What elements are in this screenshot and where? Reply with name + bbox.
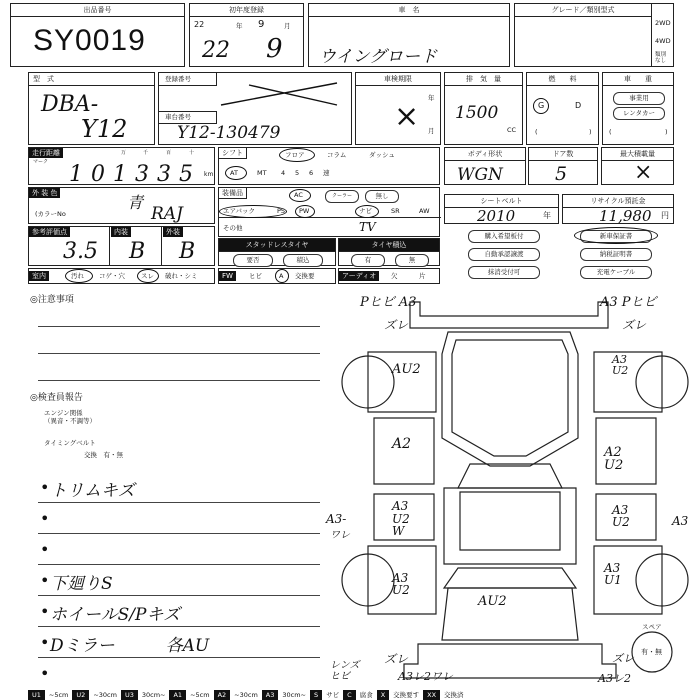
windshield-replace: 交換要 — [295, 272, 315, 280]
legend-desc: サビ — [326, 691, 340, 699]
comment-line — [38, 472, 320, 503]
registration-number-label: 登録番号 — [165, 75, 191, 83]
legend-desc: 腐食 — [359, 691, 373, 699]
grade-box — [514, 3, 674, 67]
mileage-km: km — [204, 171, 214, 178]
comment-line — [38, 627, 320, 658]
inspection-expiry-label: 車検期限 — [356, 73, 440, 86]
shift-column: コラム — [327, 151, 347, 159]
hood-outline — [442, 332, 578, 466]
damage-pillar-left: A3- — [326, 512, 347, 526]
mileage-unit-juu: 十 — [189, 150, 195, 156]
comment-text: ホイールS/Pキズ — [50, 605, 181, 625]
fuel-paren-left: ( — [535, 128, 538, 136]
chassis-number-value: Y12-130479 — [177, 123, 281, 143]
reference-grade-value: 3.5 — [63, 239, 98, 264]
vehicle-type-label: 車 重 — [603, 73, 673, 86]
seatbelt-unit: 年 — [543, 211, 551, 220]
notes-label: ◎注意事項 — [30, 295, 74, 305]
vehicle-name-value: ウイングロード — [319, 47, 438, 67]
damage-front-left: Pヒビ A3 — [360, 295, 417, 310]
model-label: 型 式 — [29, 73, 154, 86]
displacement-unit: CC — [507, 126, 517, 134]
comment-line — [38, 565, 320, 596]
color-code-label: (カラーNo — [35, 210, 66, 218]
mileage-unit-sen: 千 — [143, 150, 149, 156]
month-label: 月 — [284, 22, 291, 30]
equipment-airbag: エアバック — [223, 207, 255, 215]
displacement-value: 1500 — [455, 103, 499, 123]
model-box — [28, 72, 155, 145]
comment-bullet: • — [40, 602, 50, 621]
equipment-cooler: クーラー — [325, 190, 359, 203]
doc-purchase-plate: 購入希望板付 — [468, 230, 540, 243]
displacement-label: 排 気 量 — [445, 73, 522, 86]
interior-tear: 破れ・シミ — [165, 272, 198, 280]
equipment-other-label: その他 — [223, 224, 243, 232]
recycle-label: リサイクル預託金 — [563, 195, 673, 208]
interior-condition-box — [28, 268, 215, 284]
recycle-unit: 円 — [661, 211, 669, 220]
shift-floor-circle — [279, 148, 315, 162]
month-top-value: 9 — [258, 19, 265, 30]
legend-code: X — [377, 690, 389, 700]
mileage-unit-hyaku: 百 — [166, 150, 172, 156]
doc-cancel-accept: 抹消受付可 — [468, 266, 540, 279]
shift-label: シフト — [219, 148, 247, 159]
documents-box — [444, 226, 674, 286]
seatbelt-box — [444, 194, 559, 224]
studless-option-need: 要否 — [233, 254, 273, 267]
roof-outline — [460, 492, 560, 550]
damage-rear-lamp: レンズヒビ — [330, 660, 360, 682]
shift-box — [218, 147, 440, 185]
shift-gear-4: 4 — [281, 169, 286, 177]
timing-belt-options: 交換 有・無 — [84, 451, 123, 459]
legend-code: A1 — [169, 690, 186, 700]
year-label: 年 — [236, 22, 243, 30]
month-value: 9 — [266, 34, 283, 64]
comment-line — [38, 596, 320, 627]
windshield-outline — [458, 464, 562, 488]
damage-rear-bottom-center: A3レ2ワレ — [398, 670, 453, 683]
recycle-box — [562, 194, 674, 224]
damage-quarter-right: A3 U1 — [604, 561, 622, 587]
fuel-box — [526, 72, 599, 145]
vehicle-type-rental: レンタカー — [613, 107, 665, 120]
inspection-expiry-value: × — [394, 99, 420, 134]
interior-dirt: 汚れ — [71, 272, 84, 280]
mileage-digit: 3 — [157, 162, 171, 187]
equipment-aw: AW — [419, 207, 430, 215]
legend-desc: 交換済 — [444, 691, 464, 699]
notes-line — [38, 380, 320, 381]
antenna-broken: 片 — [419, 272, 426, 280]
mileage-unit-man: 万 — [121, 150, 127, 156]
exterior-color-label: 外 装 色 — [29, 188, 60, 198]
tire-loading-no: 無 — [395, 254, 429, 267]
mileage-digit: 3 — [135, 162, 149, 187]
rear-window-outline — [444, 568, 576, 588]
reference-grade-label: 参考評価点 — [29, 227, 70, 237]
front-bumper-outline — [410, 302, 608, 328]
exterior-grade-value: B — [179, 239, 196, 264]
doc-new-car-warranty: 新車保証書 — [580, 230, 652, 243]
comment-bullet: • — [40, 571, 50, 590]
body-type-value: WGN — [457, 165, 503, 185]
interior-grade-value: B — [129, 239, 146, 264]
comment-bullet: • — [40, 509, 50, 528]
exterior-color-value: 青 — [127, 193, 144, 212]
vehicle-name-label: 車 名 — [309, 4, 509, 17]
equipment-none: 無し — [365, 190, 399, 203]
body-type-box — [444, 147, 526, 185]
model-prefix: DBA- — [41, 92, 99, 117]
mileage-digits — [69, 162, 201, 187]
vehicle-type-paren: ( — [609, 128, 612, 136]
displacement-box — [444, 72, 523, 145]
legend-desc: 30cm~ — [141, 691, 166, 699]
damage-pillar-right: A3 — [672, 514, 689, 528]
comment-bullet: • — [40, 540, 50, 559]
legend-code: U3 — [121, 690, 138, 700]
equipment-ps: PS — [277, 207, 286, 215]
shift-gear-6: 6 — [309, 169, 314, 177]
damage-rear-right: A3レ2 — [598, 672, 631, 685]
damage-rear-bottom-left: ズレ — [384, 652, 409, 666]
recycle-value: 11,980 — [599, 207, 652, 225]
fuel-label: 燃 料 — [527, 73, 598, 86]
legend-code: A2 — [214, 690, 231, 700]
comment-bullet: • — [40, 633, 50, 652]
first-registration-box — [189, 3, 304, 67]
spare-value: 有・無 — [641, 648, 662, 656]
doors-value: 5 — [555, 163, 568, 185]
shift-dash: ダッシュ — [369, 151, 395, 159]
grades-box — [28, 226, 215, 266]
damage-front-left-2: ズレ — [384, 318, 409, 332]
comment-text: 下廻りS — [50, 574, 113, 594]
mileage-digit: 0 — [91, 162, 105, 187]
first-registration-label: 初年度登録 — [190, 4, 303, 17]
damage-rear-right-2: ズレ — [612, 652, 634, 665]
lot-number-box — [10, 3, 185, 67]
comment-bullet: • — [40, 478, 50, 497]
year-value: 22 — [202, 38, 230, 63]
capacity-value: × — [634, 160, 653, 185]
mileage-digit: 5 — [179, 162, 193, 187]
comment-line — [38, 503, 320, 534]
vehicle-type-business: 事業用 — [613, 92, 665, 105]
grade-option-4wd: 4WD — [655, 37, 671, 45]
damage-front-right: A3 Pヒビ — [600, 295, 657, 310]
studless-option-load: 積込 — [283, 254, 323, 267]
shift-gear-speed: 速 — [323, 169, 330, 177]
vehicle-name-box — [308, 3, 510, 67]
damage-door-left-front: A2 — [392, 436, 412, 452]
shift-gear-5: 5 — [295, 169, 300, 177]
damage-door-right-rear: A3 U2 — [612, 503, 630, 529]
legend-code: XX — [423, 690, 440, 700]
legend-desc: ~5cm — [48, 691, 69, 699]
equipment-other-value: TV — [359, 220, 376, 234]
antenna-missing: 欠 — [391, 272, 398, 280]
registration-strike — [219, 79, 339, 107]
doc-warranty-circle — [574, 227, 658, 244]
legend-desc: ~30cm — [234, 691, 258, 699]
doors-box — [528, 147, 598, 185]
inspector-report-label: ◎検査員報告 — [30, 393, 83, 403]
damage-door-right-front: A2 U2 — [604, 445, 624, 473]
equipment-sr: SR — [391, 207, 400, 215]
damage-front-right-2: ズレ — [622, 318, 647, 332]
legend-code: U1 — [28, 690, 45, 700]
seatbelt-label: シートベルト — [445, 195, 558, 208]
legend-desc: ~5cm — [190, 691, 210, 699]
doors-label: ドア数 — [529, 148, 597, 161]
legend-code: S — [310, 690, 322, 700]
lot-number-value: SY0019 — [33, 24, 146, 57]
vehicle-type-box — [602, 72, 674, 145]
damage-quarter-left: A3 U2 — [392, 571, 410, 597]
spare-label: スペア — [642, 623, 662, 631]
shift-at: AT — [230, 169, 238, 177]
model-value: Y12 — [81, 115, 128, 143]
doc-charge-cable: 充電ケーブル — [580, 266, 652, 279]
inspector-comments — [38, 472, 320, 689]
exterior-color-box — [28, 187, 215, 224]
damage-pillar-left-2: ワレ — [330, 530, 350, 541]
tire-loading-box — [338, 238, 440, 266]
chassis-number-label: 車台番号 — [165, 113, 191, 121]
equipment-ac: AC — [294, 191, 303, 199]
notes-line — [38, 353, 320, 354]
era-value: 22 — [194, 20, 205, 29]
comment-bullet: • — [40, 664, 50, 683]
exterior-grade-label: 外装 — [163, 227, 183, 237]
equipment-box — [218, 187, 440, 237]
comment-text: Dミラー 各AU — [50, 636, 210, 656]
mileage-digit: 1 — [113, 162, 127, 187]
windshield-a: A — [279, 272, 284, 280]
antenna-label: アーディオ — [339, 271, 379, 281]
mileage-digit: 1 — [69, 162, 83, 187]
engine-label: エンジン関係 （異音・不調等） — [44, 409, 96, 425]
shift-mt: MT — [257, 169, 267, 177]
left-fender-outline — [368, 352, 436, 412]
damage-door-left-rear: A3 U2 W — [392, 499, 410, 539]
vehicle-type-paren-r: ) — [665, 128, 668, 136]
mileage-marker: マーク — [33, 159, 49, 165]
grade-options-column — [651, 4, 673, 66]
fuel-paren-right: ) — [589, 128, 592, 136]
antenna-box — [338, 268, 440, 284]
mileage-label: 走行距離 — [29, 148, 63, 158]
body-type-label: ボディ形状 — [445, 148, 525, 161]
damage-fender-right: A3 U2 — [612, 353, 629, 377]
capacity-label: 最大積載量 — [602, 148, 673, 161]
interior-burn: コゲ・穴 — [99, 272, 125, 280]
comment-line — [38, 534, 320, 565]
equipment-label: 装備品 — [219, 188, 247, 199]
shift-floor: フロア — [285, 151, 305, 159]
windshield-label: FW — [219, 271, 236, 281]
timing-belt-label: タイミングベルト — [44, 439, 96, 447]
fuel-option-d: D — [575, 101, 582, 110]
doc-tax-certificate: 納税証明書 — [580, 248, 652, 261]
legend-code: C — [343, 690, 356, 700]
seatbelt-value: 2010 — [477, 207, 516, 225]
grade-option-2wd: 2WD — [655, 19, 671, 27]
damage-rear-trunk: AU2 — [478, 594, 507, 609]
inspection-month-label: 月 — [428, 127, 435, 135]
equipment-navi: ナビ — [359, 207, 372, 215]
inspection-year-label: 年 — [428, 94, 435, 102]
interior-grade-label: 内装 — [111, 227, 131, 237]
legend-desc: ~30cm — [93, 691, 117, 699]
windshield-box — [218, 268, 336, 284]
windshield-crack: ヒビ — [249, 272, 262, 280]
legend-desc: 交換要す — [393, 691, 420, 699]
tire-loading-label: タイヤ積込 — [339, 239, 439, 252]
color-code-value: RAJ — [151, 204, 183, 224]
grade-label: グレード／類別型式 — [515, 4, 651, 17]
capacity-box — [601, 147, 674, 185]
legend-code: U2 — [72, 690, 89, 700]
registration-box — [158, 72, 352, 145]
interior-condition-label: 室内 — [29, 271, 49, 281]
grade-option-none: 類別 なし — [655, 52, 667, 64]
fuel-option-g: G — [538, 101, 545, 110]
damage-legend — [28, 690, 700, 700]
doc-auto-approve: 自動承認譲渡 — [468, 248, 540, 261]
tire-loading-yes: 有 — [351, 254, 385, 267]
notes-line — [38, 326, 320, 327]
equipment-pw: PW — [299, 207, 310, 215]
studless-label: スタッドレスタイヤ — [219, 239, 335, 252]
interior-scuff: スレ — [141, 272, 154, 280]
mileage-box — [28, 147, 215, 185]
comment-line — [38, 658, 320, 689]
legend-desc: 30cm~ — [282, 691, 306, 699]
lot-number-label: 出品番号 — [11, 4, 184, 17]
rear-hatch-outline — [442, 588, 578, 640]
legend-code: A3 — [262, 690, 279, 700]
inspection-expiry-box — [355, 72, 441, 145]
damage-hood-left: AU2 — [392, 362, 421, 377]
comment-text: トリムキズ — [50, 481, 135, 501]
studless-box — [218, 238, 336, 266]
